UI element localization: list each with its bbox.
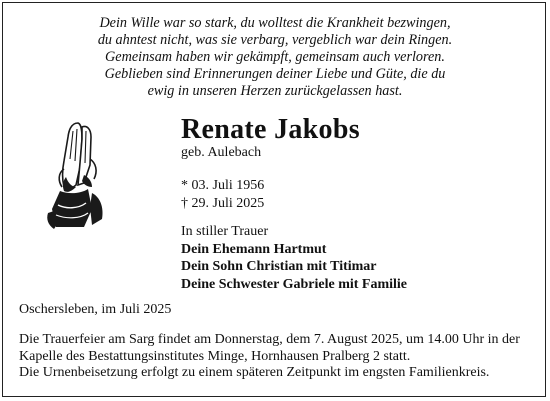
mourners-block xyxy=(181,223,407,293)
memorial-poem xyxy=(30,15,520,100)
poem-line: Gemeinsam haben wir gekämpft, gemeinsam auch verloren. xyxy=(105,49,445,66)
praying-hands-icon xyxy=(42,119,128,231)
birth-date: * 03. Juli 1956 xyxy=(181,178,265,193)
mourner-line: Deine Schwester Gabriele mit Familie xyxy=(181,276,408,292)
mourner-line: Dein Ehemann Hartmut xyxy=(181,241,327,257)
poem-line: Dein Wille war so stark, du wolltest die Krankheit bezwingen, xyxy=(99,15,451,31)
life-dates xyxy=(181,177,264,213)
deceased-name: Renate Jakobs xyxy=(181,114,360,145)
poem-line: du ahntest nicht, was sie verbarg, vergeblich war dein Ringen. xyxy=(97,32,453,49)
notice-line: Die Urnenbeisetzung erfolgt zu einem späteren Zeitpunkt im engsten Familienkreis. xyxy=(19,365,490,380)
death-date: † 29. Juli 2025 xyxy=(181,196,265,211)
mourners-intro: In stiller Trauer xyxy=(181,224,269,239)
poem-line: ewig in unseren Herzen zurückgelassen hast. xyxy=(147,83,403,100)
place-and-date: Oschersleben, im Juli 2025 xyxy=(19,302,172,317)
poem-line: Geblieben sind Erinnerungen deiner Liebe und Güte, die du xyxy=(104,66,446,83)
mourner-line: Dein Sohn Christian mit Titimar xyxy=(181,259,377,274)
notice-line: Kapelle des Bestattungsinstitutes Minge, Hornhausen Pralberg 2 statt. xyxy=(19,348,411,364)
funeral-notice xyxy=(19,332,520,382)
notice-line: Die Trauerfeier am Sarg findet am Donnerstag, dem 7. August 2025, um 14.00 Uhr in der xyxy=(19,332,520,347)
birth-name: geb. Aulebach xyxy=(181,145,262,160)
